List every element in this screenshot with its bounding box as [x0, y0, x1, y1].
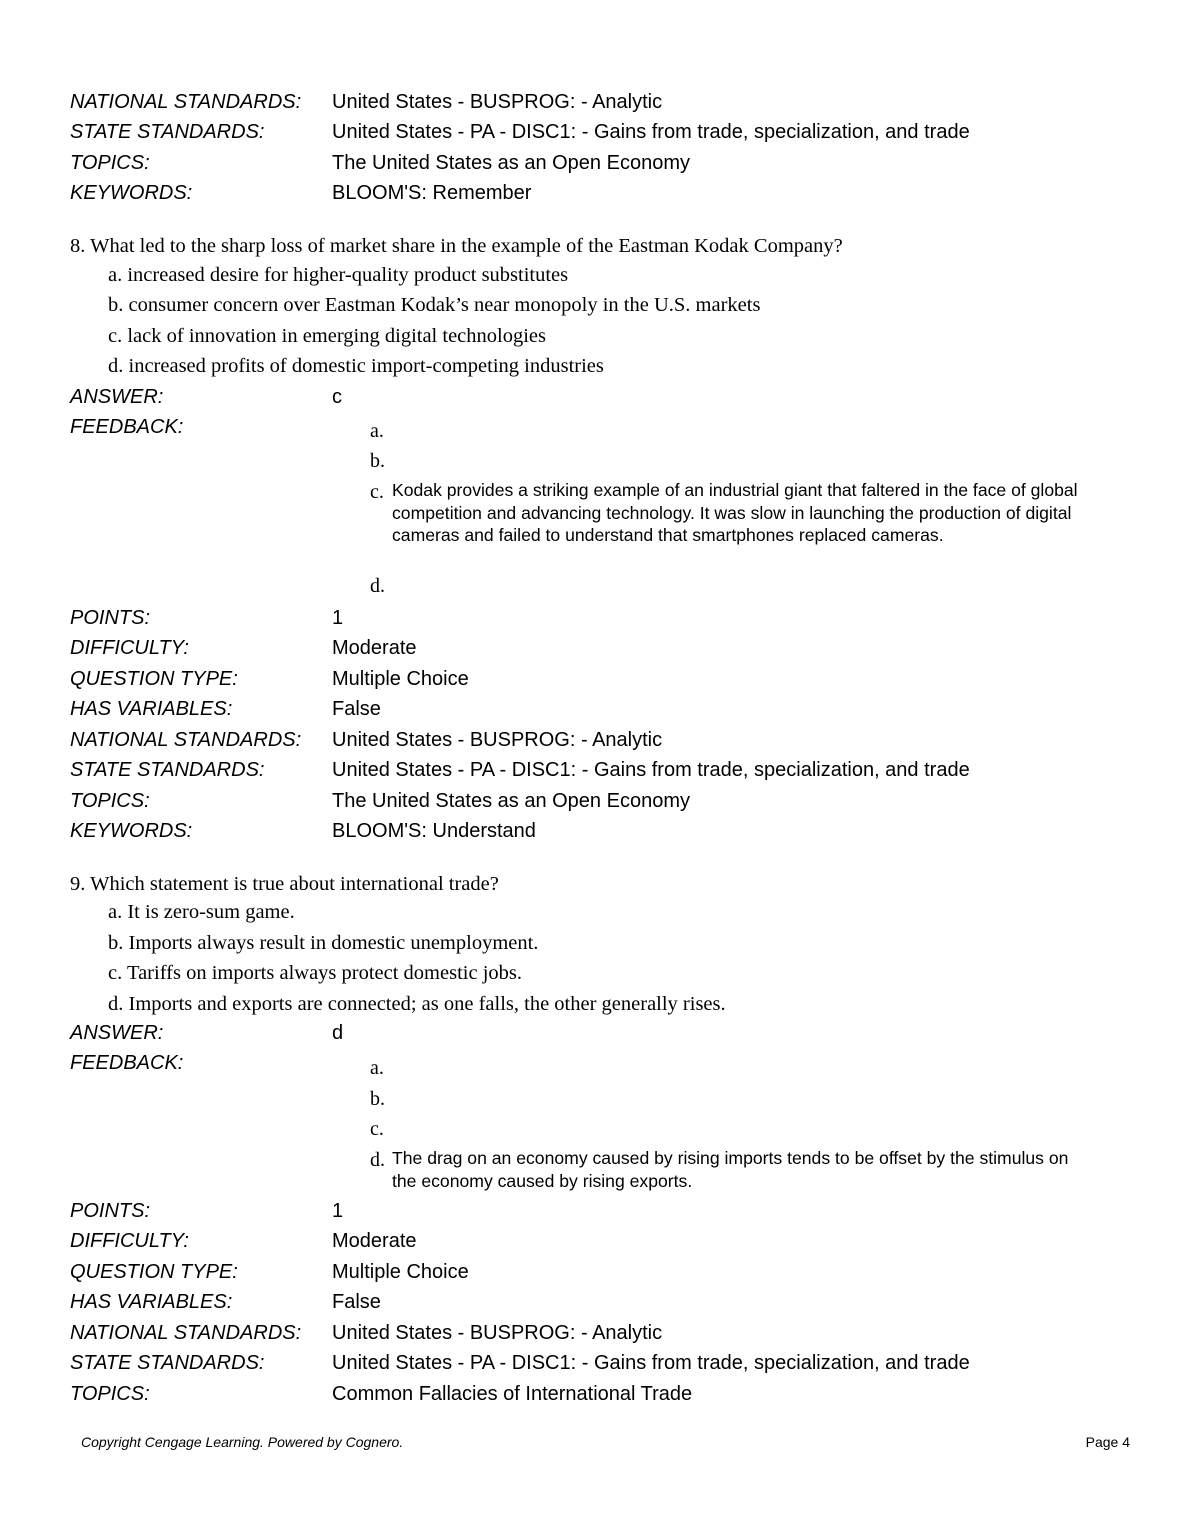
- meta-value: The United States as an Open Economy: [332, 789, 690, 812]
- q8-option-b: b. consumer concern over Eastman Kodak’s near monopoly in the U.S. markets: [108, 294, 761, 316]
- footer-copyright: Copyright Cengage Learning. Powered by Cognero.: [81, 1434, 404, 1450]
- q8-metadata: [70, 603, 1130, 847]
- meta-row-state-standards: [70, 756, 1130, 787]
- q9-feedback-letter-c: c.: [370, 1118, 384, 1140]
- q8-option-d: d. increased profits of domestic import-competing industries: [108, 355, 604, 377]
- q8-feedback-letter-a: a.: [370, 420, 384, 442]
- meta-value: Multiple Choice: [332, 1260, 469, 1283]
- meta-label: HAS VARIABLES:: [70, 1291, 233, 1314]
- meta-row-state-standards: [70, 118, 1130, 149]
- meta-value: Moderate: [332, 1230, 417, 1253]
- q9-option-d: d. Imports and exports are connected; as one falls, the other generally rises.: [108, 993, 726, 1015]
- meta-value: United States - PA - DISC1: - Gains from trade, specialization, and trade: [332, 121, 970, 144]
- meta-value: BLOOM'S: Understand: [332, 820, 536, 843]
- meta-label: STATE STANDARDS:: [70, 121, 265, 144]
- q9-feedback-text-d: The drag on an economy caused by rising imports tends to be offset by the stimulus on the economy caused by rising exports.: [392, 1148, 1069, 1191]
- feedback-row: [70, 413, 1130, 444]
- meta-value: United States - BUSPROG: - Analytic: [332, 90, 663, 113]
- meta-label: QUESTION TYPE:: [70, 667, 238, 690]
- meta-value: Multiple Choice: [332, 667, 469, 690]
- meta-row-keywords: [70, 817, 1130, 848]
- meta-label: STATE STANDARDS:: [70, 1352, 265, 1375]
- q9-answer-block: [70, 1018, 1130, 1079]
- q8-option-a: a. increased desire for higher-quality product substitutes: [108, 264, 569, 286]
- meta-row-question-type: [70, 1257, 1130, 1288]
- meta-row-topics: [70, 786, 1130, 817]
- q9-metadata: [70, 1196, 1130, 1410]
- meta-value: 1: [332, 1199, 344, 1222]
- meta-label: QUESTION TYPE:: [70, 1260, 238, 1283]
- meta-row-keywords: [70, 179, 1130, 210]
- meta-value: United States - BUSPROG: - Analytic: [332, 728, 663, 751]
- q7-metadata: [70, 87, 1130, 209]
- meta-row-has-variables: [70, 1288, 1130, 1319]
- feedback-label: FEEDBACK:: [70, 1052, 184, 1075]
- meta-value: False: [332, 1291, 381, 1314]
- q8-feedback-letter-d: d.: [370, 575, 385, 597]
- meta-row-points: [70, 1196, 1130, 1227]
- feedback-label: FEEDBACK:: [70, 416, 184, 439]
- answer-row: [70, 1018, 1130, 1049]
- answer-label: ANSWER:: [70, 385, 164, 408]
- meta-row-difficulty: [70, 1227, 1130, 1258]
- answer-row: [70, 382, 1130, 413]
- q9-feedback-letter-a: a.: [370, 1057, 384, 1079]
- answer-value: d: [332, 1021, 344, 1044]
- meta-row-has-variables: [70, 695, 1130, 726]
- answer-value: c: [332, 385, 342, 408]
- meta-row-topics: [70, 1379, 1130, 1410]
- meta-label: NATIONAL STANDARDS:: [70, 728, 302, 751]
- meta-row-national-standards: [70, 87, 1130, 118]
- meta-value: Moderate: [332, 637, 417, 660]
- meta-row-points: [70, 603, 1130, 634]
- q8-feedback-letter-c: c.: [370, 481, 384, 503]
- feedback-row: [70, 1049, 1130, 1080]
- meta-row-national-standards: [70, 1318, 1130, 1349]
- q8-option-c: c. lack of innovation in emerging digital technologies: [108, 325, 546, 347]
- meta-value: 1: [332, 606, 344, 629]
- meta-row-national-standards: [70, 725, 1130, 756]
- meta-label: HAS VARIABLES:: [70, 698, 233, 721]
- meta-value: Common Fallacies of International Trade: [332, 1382, 693, 1405]
- q9-feedback-letter-d: d.: [370, 1149, 385, 1171]
- meta-label: STATE STANDARDS:: [70, 759, 265, 782]
- meta-value: The United States as an Open Economy: [332, 151, 690, 174]
- footer-page-number: Page 4: [1085, 1434, 1130, 1450]
- q9-feedback-letter-b: b.: [370, 1088, 385, 1110]
- meta-row-difficulty: [70, 634, 1130, 665]
- meta-label: KEYWORDS:: [70, 820, 193, 843]
- meta-row-state-standards: [70, 1349, 1130, 1380]
- question-8-stem: 8. What led to the sharp loss of market share in the example of the Eastman Kodak Company?: [70, 235, 843, 257]
- meta-value: False: [332, 698, 381, 721]
- meta-label: DIFFICULTY:: [70, 637, 189, 660]
- question-9-stem: 9. Which statement is true about international trade?: [70, 873, 499, 895]
- meta-label: NATIONAL STANDARDS:: [70, 90, 302, 113]
- meta-label: TOPICS:: [70, 789, 150, 812]
- meta-label: TOPICS:: [70, 151, 150, 174]
- meta-row-topics: [70, 148, 1130, 179]
- meta-label: DIFFICULTY:: [70, 1230, 189, 1253]
- meta-value: United States - BUSPROG: - Analytic: [332, 1321, 663, 1344]
- meta-value: United States - PA - DISC1: - Gains from trade, specialization, and trade: [332, 1352, 970, 1375]
- meta-label: POINTS:: [70, 1199, 151, 1222]
- q9-option-a: a. It is zero-sum game.: [108, 901, 295, 923]
- meta-value: BLOOM'S: Remember: [332, 182, 532, 205]
- meta-label: KEYWORDS:: [70, 182, 193, 205]
- meta-label: POINTS:: [70, 606, 151, 629]
- q8-feedback-letter-b: b.: [370, 450, 385, 472]
- meta-label: NATIONAL STANDARDS:: [70, 1321, 302, 1344]
- answer-label: ANSWER:: [70, 1021, 164, 1044]
- q9-option-b: b. Imports always result in domestic unemployment.: [108, 932, 539, 954]
- meta-row-question-type: [70, 664, 1130, 695]
- meta-value: United States - PA - DISC1: - Gains from trade, specialization, and trade: [332, 759, 970, 782]
- meta-label: TOPICS:: [70, 1382, 150, 1405]
- q8-feedback-text-c: Kodak provides a striking example of an industrial giant that faltered in the face of global competition and advancing technology. It was slow in launching the production of digital cameras and failed to understand that smartphones replaced cameras.: [392, 480, 1078, 545]
- q9-option-c: c. Tariffs on imports always protect domestic jobs.: [108, 962, 522, 984]
- q8-answer-block: [70, 382, 1130, 443]
